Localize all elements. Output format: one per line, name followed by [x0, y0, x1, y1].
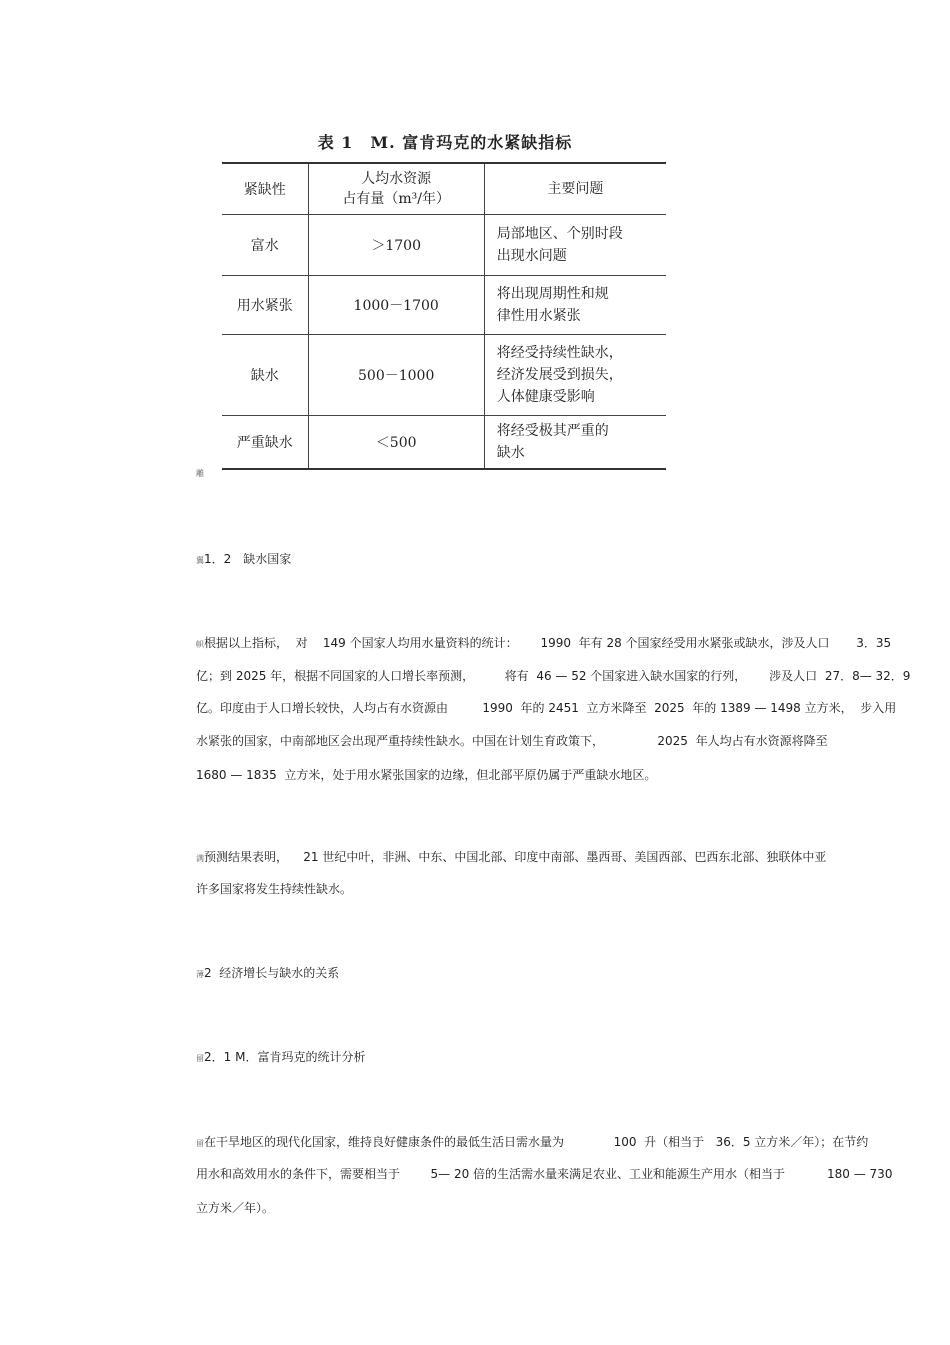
row-amount: ＜500	[308, 416, 484, 470]
line-text: 在干旱地区的现代化国家，维持良好健康条件的最低生活日需水量为 100 升（相当于 36．5 立方米／年）；在节约	[204, 1135, 869, 1149]
paragraph-line: 1680 — 1835 立方米，处于用水紧张国家的边缘，但北部平原仍属于严重缺水地区。	[196, 768, 657, 782]
row-level: 富水	[222, 215, 308, 276]
row-problem-line: 局部地区、个别时段	[496, 226, 623, 242]
paragraph-line	[196, 634, 891, 651]
row-level: 严重缺水	[222, 416, 308, 470]
row-problem	[484, 276, 666, 335]
section-heading-1-2	[196, 550, 291, 567]
row-problem	[484, 416, 666, 470]
line-mark: 留	[196, 1139, 204, 1148]
stray-mark: 雕	[196, 469, 204, 478]
header-per-capita	[308, 163, 484, 215]
paragraph-line: 亿；到 2025 年，根据不同国家的人口增长率预测， 将有 46 — 52 个国家进入缺水国家的行列， 涉及人口 27．8— 32．9	[196, 669, 911, 683]
line-text: 根据以上指标， 对 149 个国家人均用水量资料的统计： 1990 年有 28 个国家经受用水紧张或缺水，涉及人口 3．35	[204, 636, 892, 650]
row-amount: ＞1700	[308, 215, 484, 276]
row-level: 缺水	[222, 335, 308, 416]
row-problem-line: 将出现周期性和规	[496, 286, 609, 302]
header-scarcity: 紧缺性	[222, 163, 308, 215]
row-level: 用水紧张	[222, 276, 308, 335]
header-main-problem: 主要问题	[484, 163, 666, 215]
table-row	[222, 416, 666, 470]
row-problem-line: 律性用水紧张	[496, 308, 581, 324]
paragraph-line	[196, 848, 826, 865]
section-heading-2	[196, 964, 339, 981]
line-mark: 留	[196, 1054, 204, 1063]
row-problem-line: 经济发展受到损失，	[496, 367, 623, 383]
line-text: 预测结果表明， 21 世纪中叶，非洲、中东、中国北部、印度中南部、墨西哥、美国西部、巴西东北部、独联体中亚	[204, 850, 827, 864]
water-scarcity-table	[222, 162, 666, 470]
header-per-capita-line2: 占有量（m³/年）	[342, 191, 450, 207]
paragraph-line: 水紧张的国家，中南部地区会出现严重持续性缺水。中国在计划生育政策下， 2025 年人均占有水资源将降至	[196, 734, 828, 748]
water-scarcity-table-figure	[196, 128, 666, 461]
row-amount: 1000－1700	[308, 276, 484, 335]
table-header-row	[222, 163, 666, 215]
row-problem-line: 出现水问题	[496, 248, 567, 264]
line-text: 2．1 M．富肯玛克的统计分析	[204, 1050, 366, 1064]
row-problem-line: 人体健康受影响	[496, 389, 595, 405]
table-row	[222, 335, 666, 416]
line-text: 2 经济增长与缺水的关系	[204, 966, 340, 980]
paragraph-line: 立方米／年）。	[196, 1201, 275, 1215]
line-mark: 薄	[196, 970, 204, 979]
line-mark: 满	[196, 854, 204, 863]
table-row	[222, 215, 666, 276]
row-problem-line: 将经受持续性缺水，	[496, 345, 623, 361]
row-amount: 500－1000	[308, 335, 484, 416]
row-problem	[484, 335, 666, 416]
line-mark: 翼	[196, 556, 204, 565]
paragraph-line: 许多国家将发生持续性缺水。	[196, 882, 353, 896]
row-problem-line: 缺水	[496, 445, 525, 461]
row-problem-line: 将经受极其严重的	[496, 423, 609, 439]
row-problem	[484, 215, 666, 276]
section-heading-2-1	[196, 1048, 365, 1065]
table-caption: 表 1 M. 富肯玛克的水紧缺指标	[317, 133, 573, 152]
header-per-capita-line1: 人均水资源	[361, 171, 432, 187]
line-text: 1．2 缺水国家	[204, 552, 292, 566]
paragraph-line: 亿。印度由于人口增长较快，人均占有水资源由 1990 年的 2451 立方米降至 2025 年的 1389 — 1498 立方米， 步入用	[196, 701, 897, 715]
paragraph-line	[196, 1133, 868, 1150]
table-row	[222, 276, 666, 335]
line-mark: 帜	[196, 640, 204, 649]
paragraph-line: 用水和高效用水的条件下，需要相当于 5— 20 倍的生活需水量来满足农业、工业和能源生产用水（相当于 180 — 730	[196, 1167, 893, 1181]
